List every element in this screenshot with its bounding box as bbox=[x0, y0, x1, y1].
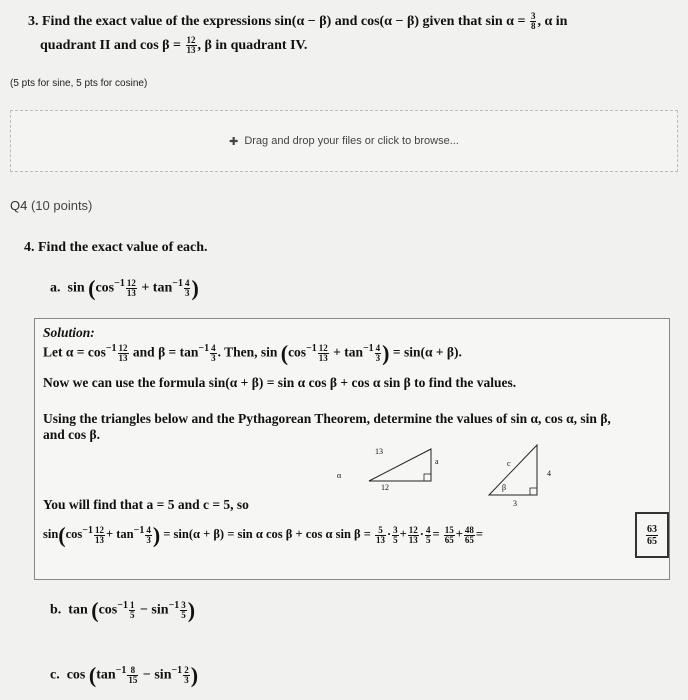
points-note: (5 pts for sine, 5 pts for cosine) bbox=[10, 78, 148, 89]
fraction-sin-alpha: $\frac{3}{8}$ bbox=[530, 11, 536, 32]
answer-box: 63 65 bbox=[635, 512, 669, 558]
triangle-beta-base: 3 bbox=[513, 499, 517, 508]
solution-final-equation: $\sin(\cos^{-1}$ $\frac{12}{13}$ + $\tan^{-1}$ $\frac{4}{3}$ ) = sin(α + β) = sin α cos β + cos α sin β = $\frac{5}{13}$ · $\frac{3}{5}$ + $\frac{12}{13}$ · $\frac{4}{5}$ = $\frac{15}{65}$ + $\frac{48}{65}$ = bbox=[43, 522, 483, 548]
triangle-beta-angle: β bbox=[502, 483, 507, 492]
question-3-line2b: , β in quadrant IV. bbox=[197, 38, 308, 53]
question-4-points: (10 points) bbox=[30, 198, 93, 213]
question-4-header bbox=[10, 198, 92, 213]
question-3-line1-end: , α in bbox=[537, 14, 568, 29]
part-b-func: tan bbox=[68, 602, 88, 618]
question-3-number: 3. bbox=[28, 14, 39, 29]
triangle-alpha-base: 12 bbox=[381, 483, 389, 492]
fraction-cos-beta: $\frac{12}{13}$ bbox=[186, 35, 196, 56]
part-a: a. $\sin (\cos^{-1}$ $\frac{12}{13}$ + $\tan^{-1}$ $\frac{4}{3}$ ) bbox=[50, 275, 199, 301]
triangle-alpha-angle: α bbox=[337, 471, 342, 480]
part-a-label: a. bbox=[50, 280, 61, 296]
part-b-label: b. bbox=[50, 602, 62, 618]
dropzone-label: Drag and drop your files or click to browse... bbox=[244, 135, 459, 147]
triangle-beta-diagram bbox=[485, 439, 545, 501]
file-dropzone[interactable] bbox=[10, 110, 678, 172]
part-c: c. $\cos (\tan^{-1}$ $\frac{8}{15}$ − $\sin^{-1}$ $\frac{2}{3}$ ) bbox=[50, 662, 199, 688]
solution-result-line: You will find that a = 5 and c = 5, so bbox=[43, 497, 249, 512]
question-3 bbox=[28, 10, 668, 58]
plus-icon: ✚ bbox=[229, 135, 239, 148]
part-c-label: c. bbox=[50, 667, 60, 683]
problem-4-text: 4. Find the exact value of each. bbox=[24, 240, 208, 255]
solution-let-line: Let $\alpha = \cos^{-1}$ $\frac{12}{13}$ and $\beta = \tan^{-1}$ $\frac{4}{3}$ . Then, $\sin (\cos^{-1}$ $\frac{12}{13}$ + $\tan^{-1}$ $\frac{4}{3}$ ) = sin(α + β). bbox=[43, 340, 462, 366]
solution-box bbox=[34, 318, 670, 580]
triangle-alpha-side: a bbox=[435, 457, 439, 466]
solution-formula-line: Now we can use the formula sin(α + β) = sin α cos β + cos α sin β to find the values. bbox=[43, 375, 517, 390]
question-3-line1: Find the exact value of the expressions sin(α − β) and cos(α − β) given that sin α = bbox=[42, 14, 526, 29]
solution-heading: Solution: bbox=[43, 325, 95, 340]
solution-triangles-line-2: and cos β. bbox=[43, 427, 100, 442]
part-c-func: cos bbox=[66, 667, 86, 683]
question-3-line2a: quadrant II and cos β = bbox=[40, 38, 182, 53]
solution-triangles-line: Using the triangles below and the Pythagorean Theorem, determine the values of sin α, cos α, sin β, bbox=[43, 411, 611, 426]
part-a-func: sin bbox=[67, 280, 85, 296]
triangle-beta-hyp: c bbox=[507, 459, 511, 468]
triangle-beta-side: 4 bbox=[547, 469, 551, 478]
part-b: b. $\tan (\cos^{-1}$ $\frac{1}{5}$ − $\sin^{-1}$ $\frac{3}{5}$ ) bbox=[50, 597, 196, 623]
question-4-title: Q4 bbox=[10, 198, 28, 213]
triangle-alpha-hyp: 13 bbox=[375, 447, 383, 456]
